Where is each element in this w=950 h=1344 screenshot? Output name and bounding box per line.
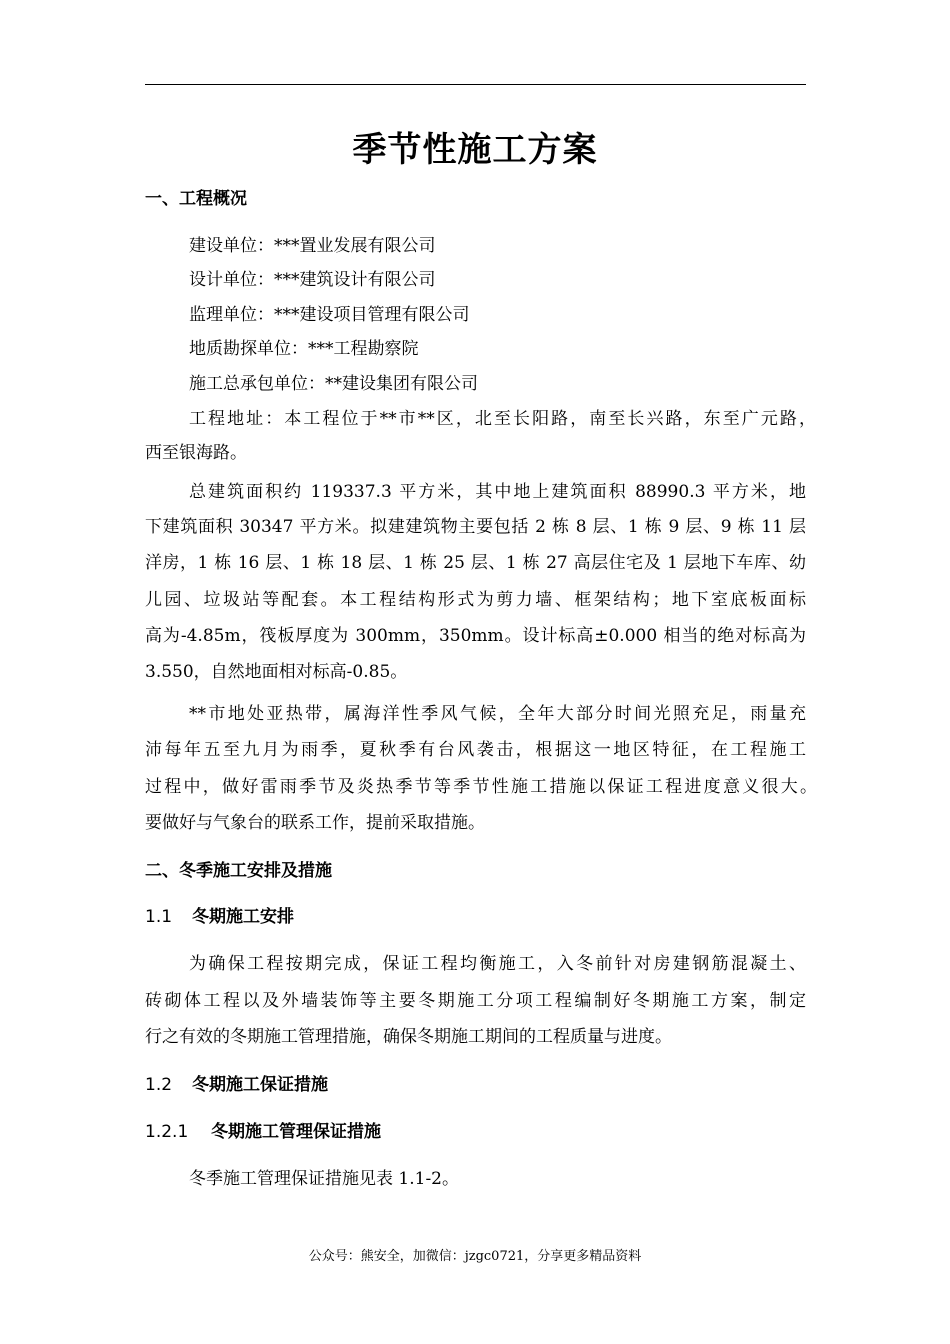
paragraph-line: 总建筑面积约 119337.3 平方米，其中地上建筑面积 88990.3 平方米，地: [189, 482, 806, 502]
paragraph-line: 行之有效的冬期施工管理措施，确保冬期施工期间的工程质量与进度。: [145, 1027, 672, 1047]
subsection-title: 冬期施工保证措施: [192, 1075, 328, 1095]
subsubsection-number: 1.2.1: [145, 1122, 189, 1142]
page-footer: 公众号：熊安全，加微信：jzgc0721，分享更多精品资料: [308, 1249, 642, 1264]
subsection-title: 冬期施工安排: [192, 907, 294, 927]
paragraph-line: 3.550，自然地面相对标高-0.85。: [145, 662, 408, 682]
paragraph-line: 高为-4.85m，筏板厚度为 300mm，350mm。设计标高±0.000 相当的绝对标高为: [145, 626, 806, 646]
subsubsection-heading: [145, 1121, 381, 1143]
section-heading-overview: 一、工程概况: [145, 189, 247, 209]
paragraph-line: 沛每年五至九月为雨季，夏秋季有台风袭击，根据这一地区特征，在工程施工: [145, 740, 806, 760]
paragraph-line: 下建筑面积 30347 平方米。拟建建筑物主要包括 2 栋 8 层、1 栋 9 层、9 栋 11 层: [145, 517, 806, 537]
paragraph-line: 洋房，1 栋 16 层、1 栋 18 层、1 栋 25 层、1 栋 27 高层住宅及 1 层地下车库、幼: [145, 553, 806, 573]
unit-line: 设计单位：***建筑设计有限公司: [189, 270, 436, 290]
paragraph-line: 儿园、垃圾站等配套。本工程结构形式为剪力墙、框架结构；地下室底板面标: [145, 590, 806, 610]
document-title: 季节性施工方案: [352, 130, 598, 170]
unit-line: 建设单位：***置业发展有限公司: [189, 236, 436, 256]
paragraph-line: 为确保工程按期完成，保证工程均衡施工，入冬前针对房建钢筋混凝土、: [189, 954, 806, 974]
header-rule: [145, 84, 806, 85]
paragraph-line: **市地处亚热带，属海洋性季风气候，全年大部分时间光照充足，雨量充: [189, 704, 806, 724]
subsection-number: 1.2: [145, 1075, 173, 1095]
section-heading-winter: 二、冬季施工安排及措施: [145, 861, 332, 881]
unit-line: 地质勘探单位：***工程勘察院: [189, 339, 419, 359]
subsubsection-title: 冬期施工管理保证措施: [211, 1122, 381, 1142]
unit-line: 施工总承包单位：**建设集团有限公司: [189, 374, 478, 394]
subsection-number: 1.1: [145, 907, 173, 927]
unit-line: 监理单位：***建设项目管理有限公司: [189, 305, 470, 325]
paragraph-line: 砖砌体工程以及外墙装饰等主要冬期施工分项工程编制好冬期施工方案，制定: [145, 991, 806, 1011]
paragraph-line: 过程中，做好雷雨季节及炎热季节等季节性施工措施以保证工程进度意义很大。: [145, 777, 817, 797]
paragraph-line: 冬季施工管理保证措施见表 1.1-2。: [189, 1169, 459, 1189]
subsection-heading: [145, 1074, 328, 1096]
subsection-heading: [145, 906, 294, 928]
paragraph-line: 西至银海路。: [145, 443, 247, 463]
paragraph-line: 工程地址：本工程位于**市**区，北至长阳路，南至长兴路，东至广元路，: [189, 409, 816, 429]
paragraph-line: 要做好与气象台的联系工作，提前采取措施。: [145, 813, 485, 833]
